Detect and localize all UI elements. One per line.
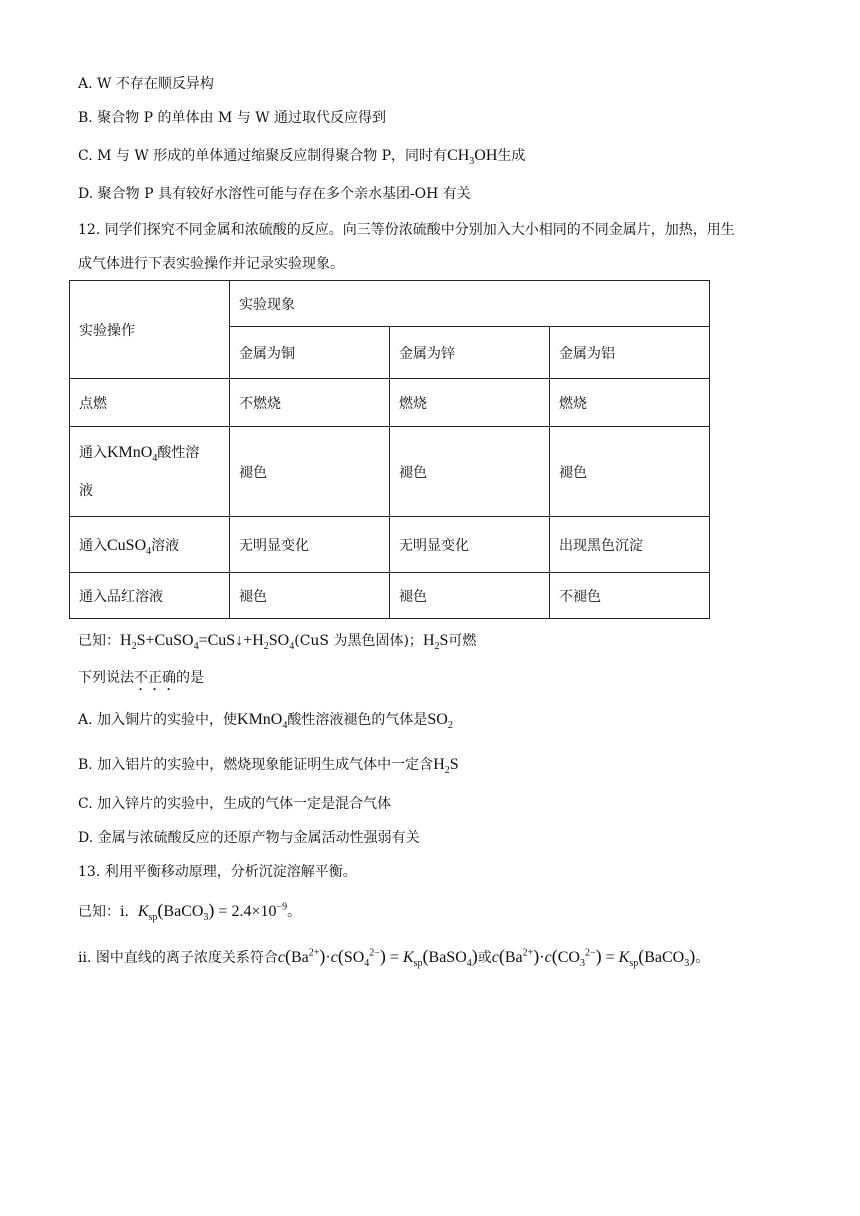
result-cell: 燃烧 [550, 379, 710, 427]
row-op-kmno4: 通入KMnO$_4$酸性溶 液 [70, 427, 230, 517]
ch3oh-formula: $CH_3OH$ [447, 147, 498, 168]
header-operation: 实验操作 [70, 281, 230, 379]
q12-stem-line2: 成气体进行下表实验操作并记录实验现象。 [78, 256, 344, 272]
result-cell: 不燃烧 [230, 379, 390, 427]
q13-known-i: 已知：i. $K_{sp}(BaCO_3) = 2.4\times 10^{-9}$。 [78, 900, 302, 924]
result-cell: 褪色 [230, 573, 390, 619]
q12-option-d: D. 金属与浓硫酸反应的还原产物与金属活动性强弱有关 [78, 830, 420, 846]
result-cell: 出现黑色沉淀 [550, 517, 710, 573]
ion-product-baso4: $c(Ba^{2+})\cdot c(SO_4^{2-})$ = $K_{sp}(BaSO_4)$ [277, 946, 478, 970]
result-cell: 褪色 [390, 573, 550, 619]
q11-option-d: D. 聚合物 P 具有较好水溶性可能与存在多个亲水基团-OH 有关 [78, 186, 471, 202]
table-row [70, 517, 710, 573]
result-cell: 褪色 [390, 427, 550, 517]
emphasis-not-correct: 不正确 [134, 670, 176, 686]
row-op-ignite: 点燃 [70, 379, 230, 427]
result-cell: 褪色 [550, 427, 710, 517]
q11-option-a: A. W 不存在顺反异构 [78, 76, 214, 92]
result-cell: 无明显变化 [230, 517, 390, 573]
ion-product-baco3: $c(Ba^{2+})\cdot c(CO_3^{2-})$ = $K_{sp}(BaCO_3)$ [491, 946, 696, 970]
q13-stem: 13. 利用平衡移动原理，分析沉淀溶解平衡。 [78, 864, 357, 880]
row-op-fuchsin: 通入品红溶液 [70, 573, 230, 619]
header-metal-zinc: 金属为锌 [390, 327, 550, 379]
result-cell: 无明显变化 [390, 517, 550, 573]
result-cell: 燃烧 [390, 379, 550, 427]
result-cell: 褪色 [230, 427, 390, 517]
q11-option-b: B. 聚合物 P 的单体由 M 与 W 通过取代反应得到 [78, 110, 387, 126]
result-cell: 不褪色 [550, 573, 710, 619]
q13-known-ii: ii. 图中直线的离子浓度关系符合$c(Ba^{2+})\cdot c(SO_4^{2-})$ = $K_{sp}(BaSO_4)$或$c(Ba^{2+})\cdot c(CO_3^{2-})$ = $K_{sp}(BaCO_3)$。 [78, 946, 710, 970]
q11-option-c: C. M 与 W 形成的单体通过缩聚反应制得聚合物 P，同时有$CH_3OH$生成 [78, 147, 526, 168]
header-phenomena: 实验现象 [230, 281, 710, 327]
reaction-equation: $H_2S+CuSO_4=CuS↓+H_2SO_4$ [120, 632, 295, 653]
ksp-baco3-expression: $K_{sp}(BaCO_3) = 2.4\times 10^{-9}$ [137, 900, 288, 924]
table-row [70, 427, 710, 517]
row-op-cuso4: 通入CuSO$_4$溶液 [70, 517, 230, 573]
header-metal-copper: 金属为铜 [230, 327, 390, 379]
header-metal-aluminum: 金属为铝 [550, 327, 710, 379]
q12-option-b: B. 加入铝片的实验中，燃烧现象能证明生成气体中一定含$H_2S$ [78, 756, 459, 777]
table-row [70, 379, 710, 427]
experiment-table [69, 280, 710, 619]
q12-known-reaction: 已知：$H_2S+CuSO_4=CuS↓+H_2SO_4(CuS$ 为黑色固体)；$H_2S$可燃 [78, 632, 477, 653]
q12-option-c: C. 加入锌片的实验中，生成的气体一定是混合气体 [78, 796, 392, 812]
q12-question: 下列说法不正确的是 [78, 670, 204, 686]
q12-stem-line1: 12. 同学们探究不同金属和浓硫酸的反应。向三等份浓硫酸中分别加入大小相同的不同金属片，加热，用生 [78, 222, 735, 238]
q12-option-a: A. 加入铜片的实验中，使KMnO$_4$酸性溶液褪色的气体是$SO_2$ [78, 711, 453, 732]
table-row [70, 573, 710, 619]
